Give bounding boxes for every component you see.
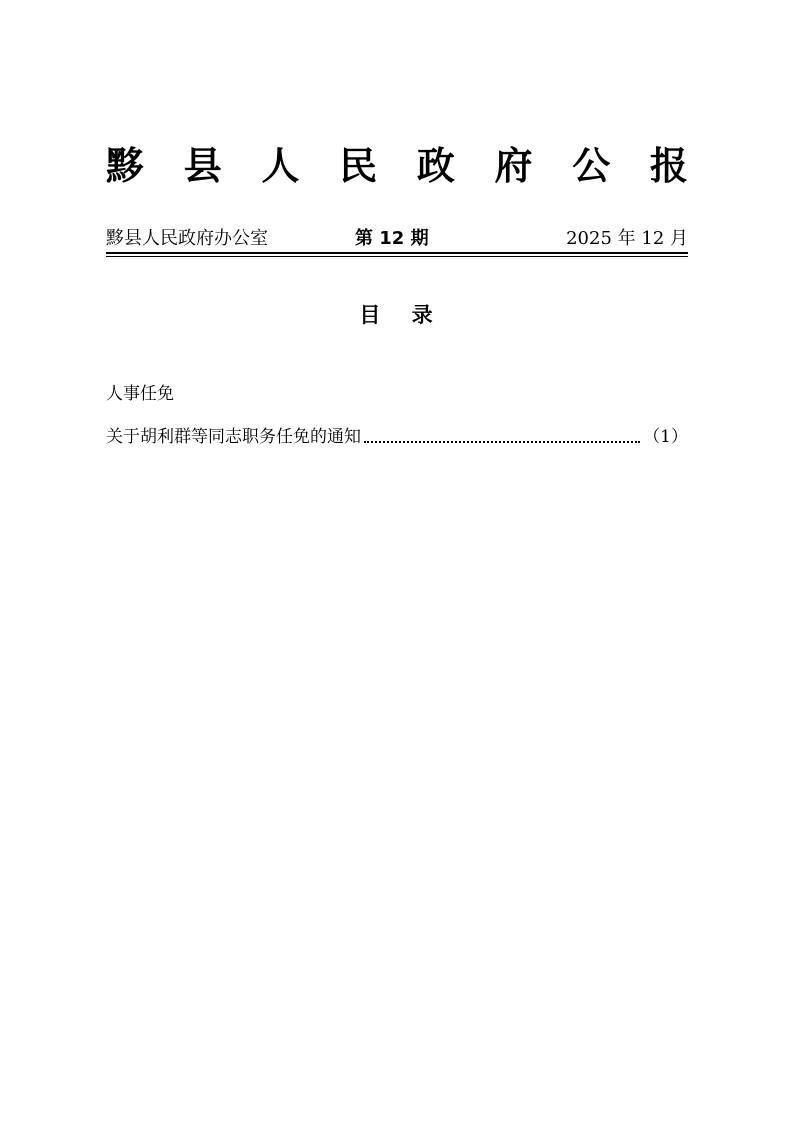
- masthead-char: 黟: [106, 143, 145, 188]
- toc-dot-leader: [364, 441, 640, 443]
- masthead-char: 公: [572, 143, 611, 188]
- masthead-char: 民: [339, 143, 378, 188]
- masthead-char: 府: [494, 143, 533, 188]
- issue-date: 2025 年 12 月: [566, 228, 688, 249]
- masthead-char: 人: [261, 143, 300, 188]
- masthead-title: [106, 138, 688, 194]
- issue-info-line: [106, 226, 688, 252]
- masthead-char: 政: [416, 143, 455, 188]
- toc-entry-page: （1）: [643, 427, 688, 447]
- header-rule-thin: [106, 256, 688, 257]
- masthead-char: 报: [649, 143, 688, 188]
- toc-title: 目 录: [359, 303, 434, 327]
- toc-section-heading: 人事任免: [106, 384, 174, 404]
- toc-entry-title[interactable]: 关于胡利群等同志职务任免的通知: [106, 427, 361, 447]
- header-rule-thick: [106, 252, 688, 254]
- masthead-char: 县: [183, 143, 222, 188]
- publisher-name: 黟县人民政府办公室: [106, 228, 268, 249]
- toc-entry[interactable]: [106, 424, 688, 450]
- issue-number: 第 12 期: [355, 228, 429, 249]
